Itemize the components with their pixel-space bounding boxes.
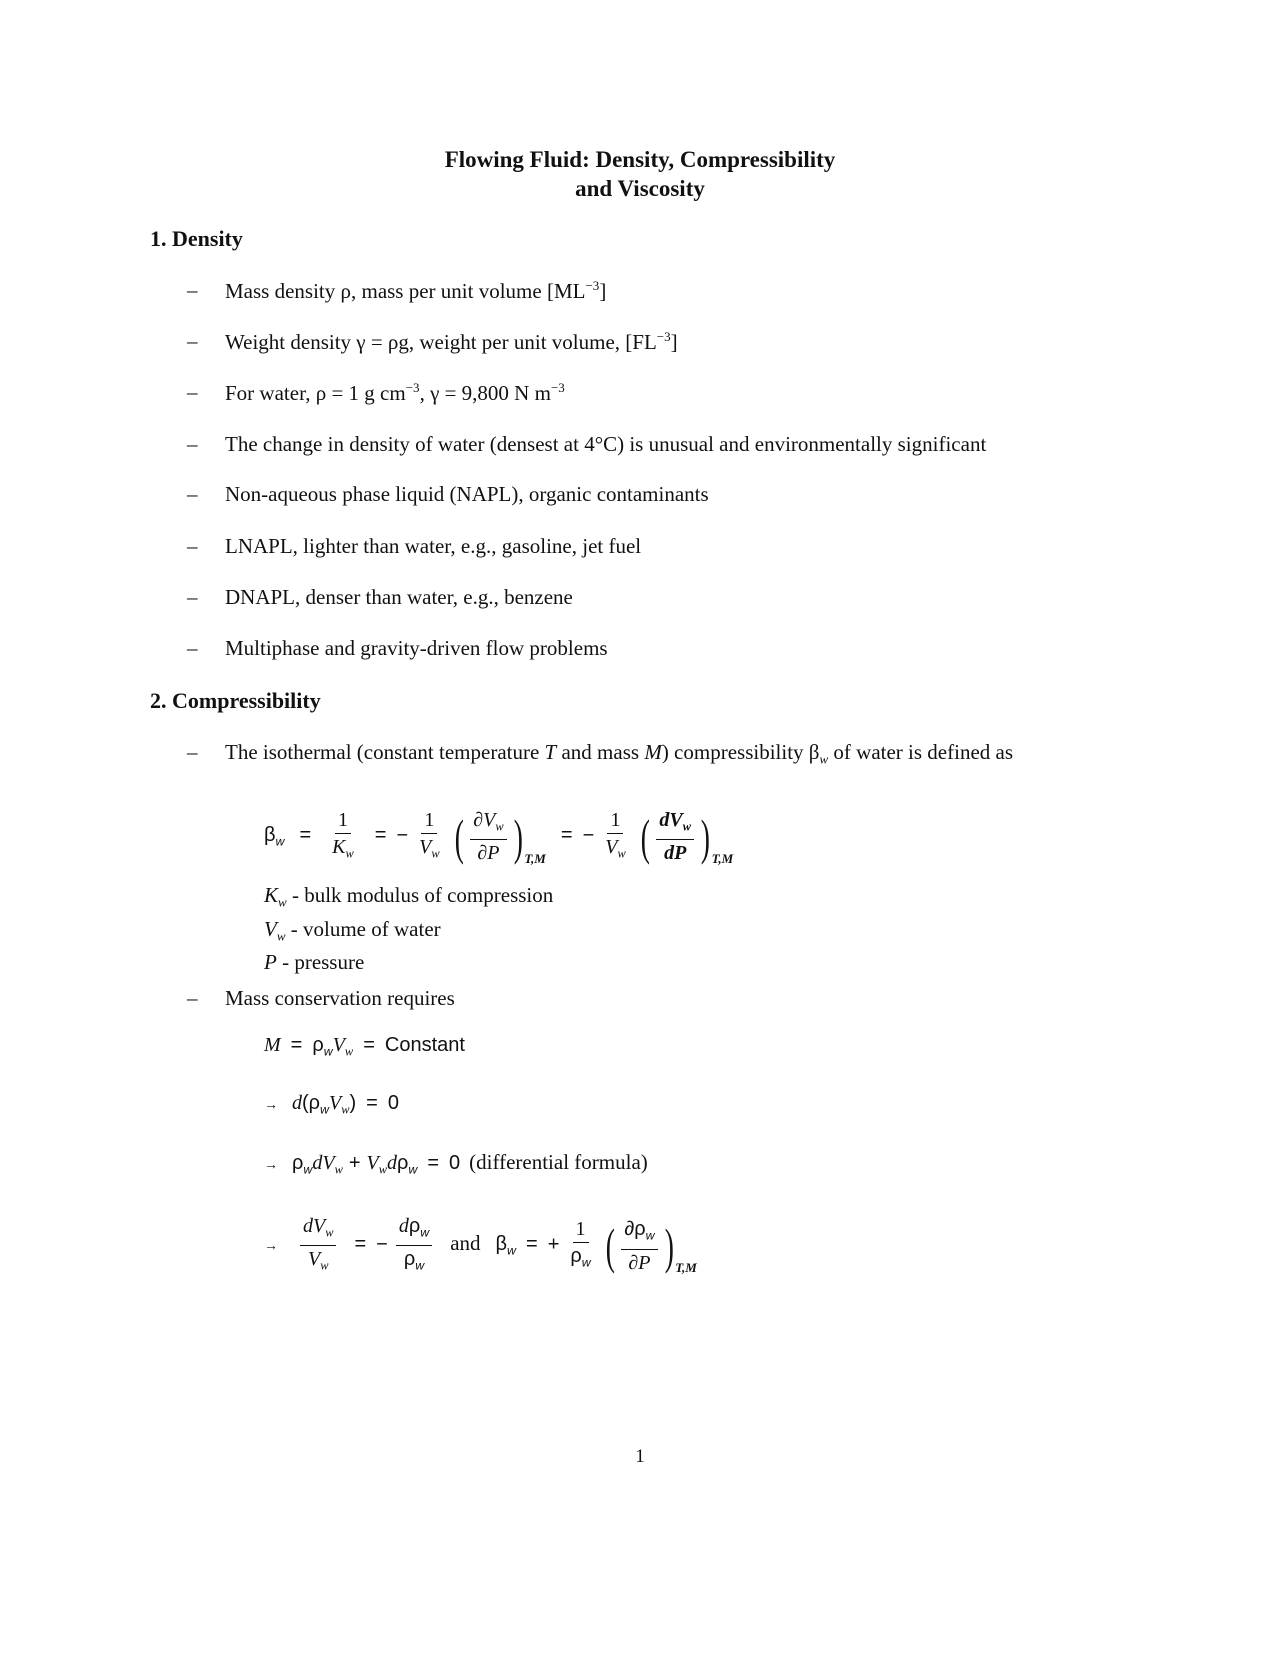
compressibility-equation: $\beta_w$ = $\frac{1}{K_w}$ = − $\frac{1}{V_w}$ ( $\frac{\partial V_w}{\partial P}$ ) $_{T,M}$ = − $\frac{1}{V_w}$ ( $\frac{dV_w}{dP}$ ) $_{T,M}$ bbox=[264, 808, 734, 867]
bullet-dash: – bbox=[187, 986, 198, 1010]
mass-conservation-text: Mass conservation requires bbox=[225, 986, 455, 1010]
density-bullet-text: DNAPL, denser than water, e.g., benzene bbox=[225, 585, 573, 609]
arrow-icon: → bbox=[264, 1096, 278, 1112]
density-compressibility-equation: → $\frac{dV_w}{V_w}$ = − $\frac{d\rho_w}{\rho_w}$ and $\beta_w$ = + $\frac{1}{\rho_w}$ ( $\frac{\partial\rho_w}{\partial P}$ ) $_{T,M}$ bbox=[264, 1215, 697, 1276]
compressibility-intro: The isothermal (constant temperature T and mass M) compressibility $\beta_w$ of water is defined as bbox=[225, 740, 1014, 767]
bullet-dash: – bbox=[187, 432, 198, 456]
bullet-dash: – bbox=[187, 636, 198, 660]
density-bullet-text: For water, ρ = 1 g $cm^{-3}$, γ = 9,800 N $m^{-3}$ bbox=[225, 380, 565, 405]
density-bullet-text: The change in density of water (densest at 4°C) is unusual and environmentally significant bbox=[225, 432, 987, 456]
bullet-dash: – bbox=[187, 740, 198, 764]
density-bullet-text: Non-aqueous phase liquid (NAPL), organic contaminants bbox=[225, 482, 709, 506]
mass-equation: $M = \rho_wV_w$ = Constant bbox=[264, 1034, 465, 1059]
density-bullet-text: Weight density γ = ρg, weight per unit volume, $[FL^{-3}]$ bbox=[225, 329, 678, 354]
bullet-dash: – bbox=[187, 585, 198, 609]
section-heading-compressibility: 2. Compressibility bbox=[150, 688, 321, 713]
bullet-dash: – bbox=[187, 482, 198, 506]
bullet-dash: – bbox=[187, 380, 198, 404]
arrow-icon: → bbox=[264, 1237, 278, 1254]
definition-list bbox=[264, 882, 553, 983]
page-number: 1 bbox=[635, 1446, 645, 1467]
page-title bbox=[0, 145, 1280, 203]
arrow-icon: → bbox=[264, 1156, 278, 1172]
bullet-dash: – bbox=[187, 278, 198, 302]
bullet-dash: – bbox=[187, 329, 198, 353]
title-line-1: Flowing Fluid: Density, Compressibility bbox=[444, 147, 836, 172]
definition-item: P - pressure bbox=[264, 950, 365, 975]
density-bullet-text: Mass density ρ, mass per unit volume $[ML^{-3}]$ bbox=[225, 278, 607, 303]
section-heading-density: 1. Density bbox=[150, 226, 243, 251]
definition-item: $V_w$ - volume of water bbox=[264, 916, 441, 944]
differential-zero-equation: → $d(\rho_wV_w) = 0$ bbox=[264, 1092, 399, 1117]
differential-formula-equation: → $\rho_wdV_w + V_wd\rho_w = 0$ (differential formula) bbox=[264, 1150, 648, 1177]
density-bullet-text: LNAPL, lighter than water, e.g., gasoline, jet fuel bbox=[225, 534, 642, 558]
title-line-2: and Viscosity bbox=[575, 176, 705, 201]
definition-item: $K_w$ - bulk modulus of compression bbox=[264, 883, 554, 910]
density-bullet-text: Multiphase and gravity-driven flow problems bbox=[225, 636, 608, 660]
bullet-dash: – bbox=[187, 534, 198, 558]
